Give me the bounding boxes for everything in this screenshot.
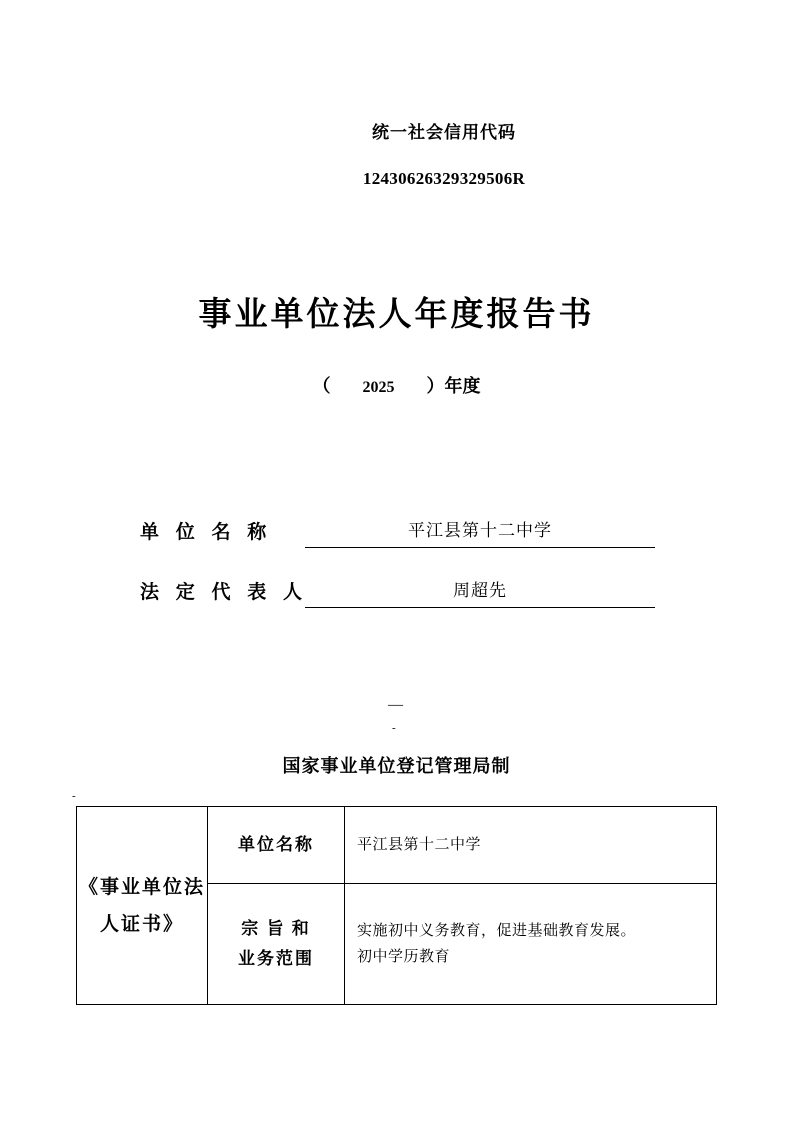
legal-representative-value: 周超先 xyxy=(453,581,507,600)
unit-name-label: 单 位 名 称 xyxy=(140,522,273,543)
report-year-line xyxy=(0,372,793,398)
unit-name-cell-value: 平江县第十二中学 xyxy=(345,807,717,884)
credit-code-block xyxy=(0,118,793,189)
certificate-title-cell: 《事业单位法人证书》 xyxy=(77,807,208,1005)
unit-name-field xyxy=(140,517,660,551)
scope-value-line2: 初中学历教育 xyxy=(357,949,451,965)
issuer-line: 国家事业单位登记管理局制 xyxy=(282,756,511,776)
credit-code-value: 12430626329329506R xyxy=(362,169,526,188)
unit-name-cell-label: 单位名称 xyxy=(208,807,345,884)
dash-mark-upper: — xyxy=(388,697,403,713)
scope-label-line1: 宗 旨 和 xyxy=(241,919,311,938)
year-open-paren: （ xyxy=(312,376,331,396)
dash-mark-table-left: - xyxy=(72,790,76,802)
scope-value-line1: 实施初中义务教育，促进基础教育发展。 xyxy=(357,923,637,939)
scope-cell-label xyxy=(208,884,345,1005)
unit-name-value: 平江县第十二中学 xyxy=(408,521,552,540)
scope-label-line2: 业务范围 xyxy=(238,949,314,968)
year-close-paren: ）年度 xyxy=(426,376,481,396)
legal-representative-label: 法 定 代 表 人 xyxy=(140,582,309,603)
dash-mark-lower: - xyxy=(392,722,396,734)
page-title: 事业单位法人年度报告书 xyxy=(198,297,595,333)
credit-code-label: 统一社会信用代码 xyxy=(372,123,516,142)
year-value: 2025 xyxy=(362,379,395,396)
legal-representative-field xyxy=(140,577,660,611)
legal-representative-value-underline xyxy=(305,577,655,608)
scope-cell-value xyxy=(345,884,717,1005)
certificate-table xyxy=(76,806,717,1005)
unit-name-value-underline xyxy=(305,517,655,548)
table-row xyxy=(77,807,717,884)
